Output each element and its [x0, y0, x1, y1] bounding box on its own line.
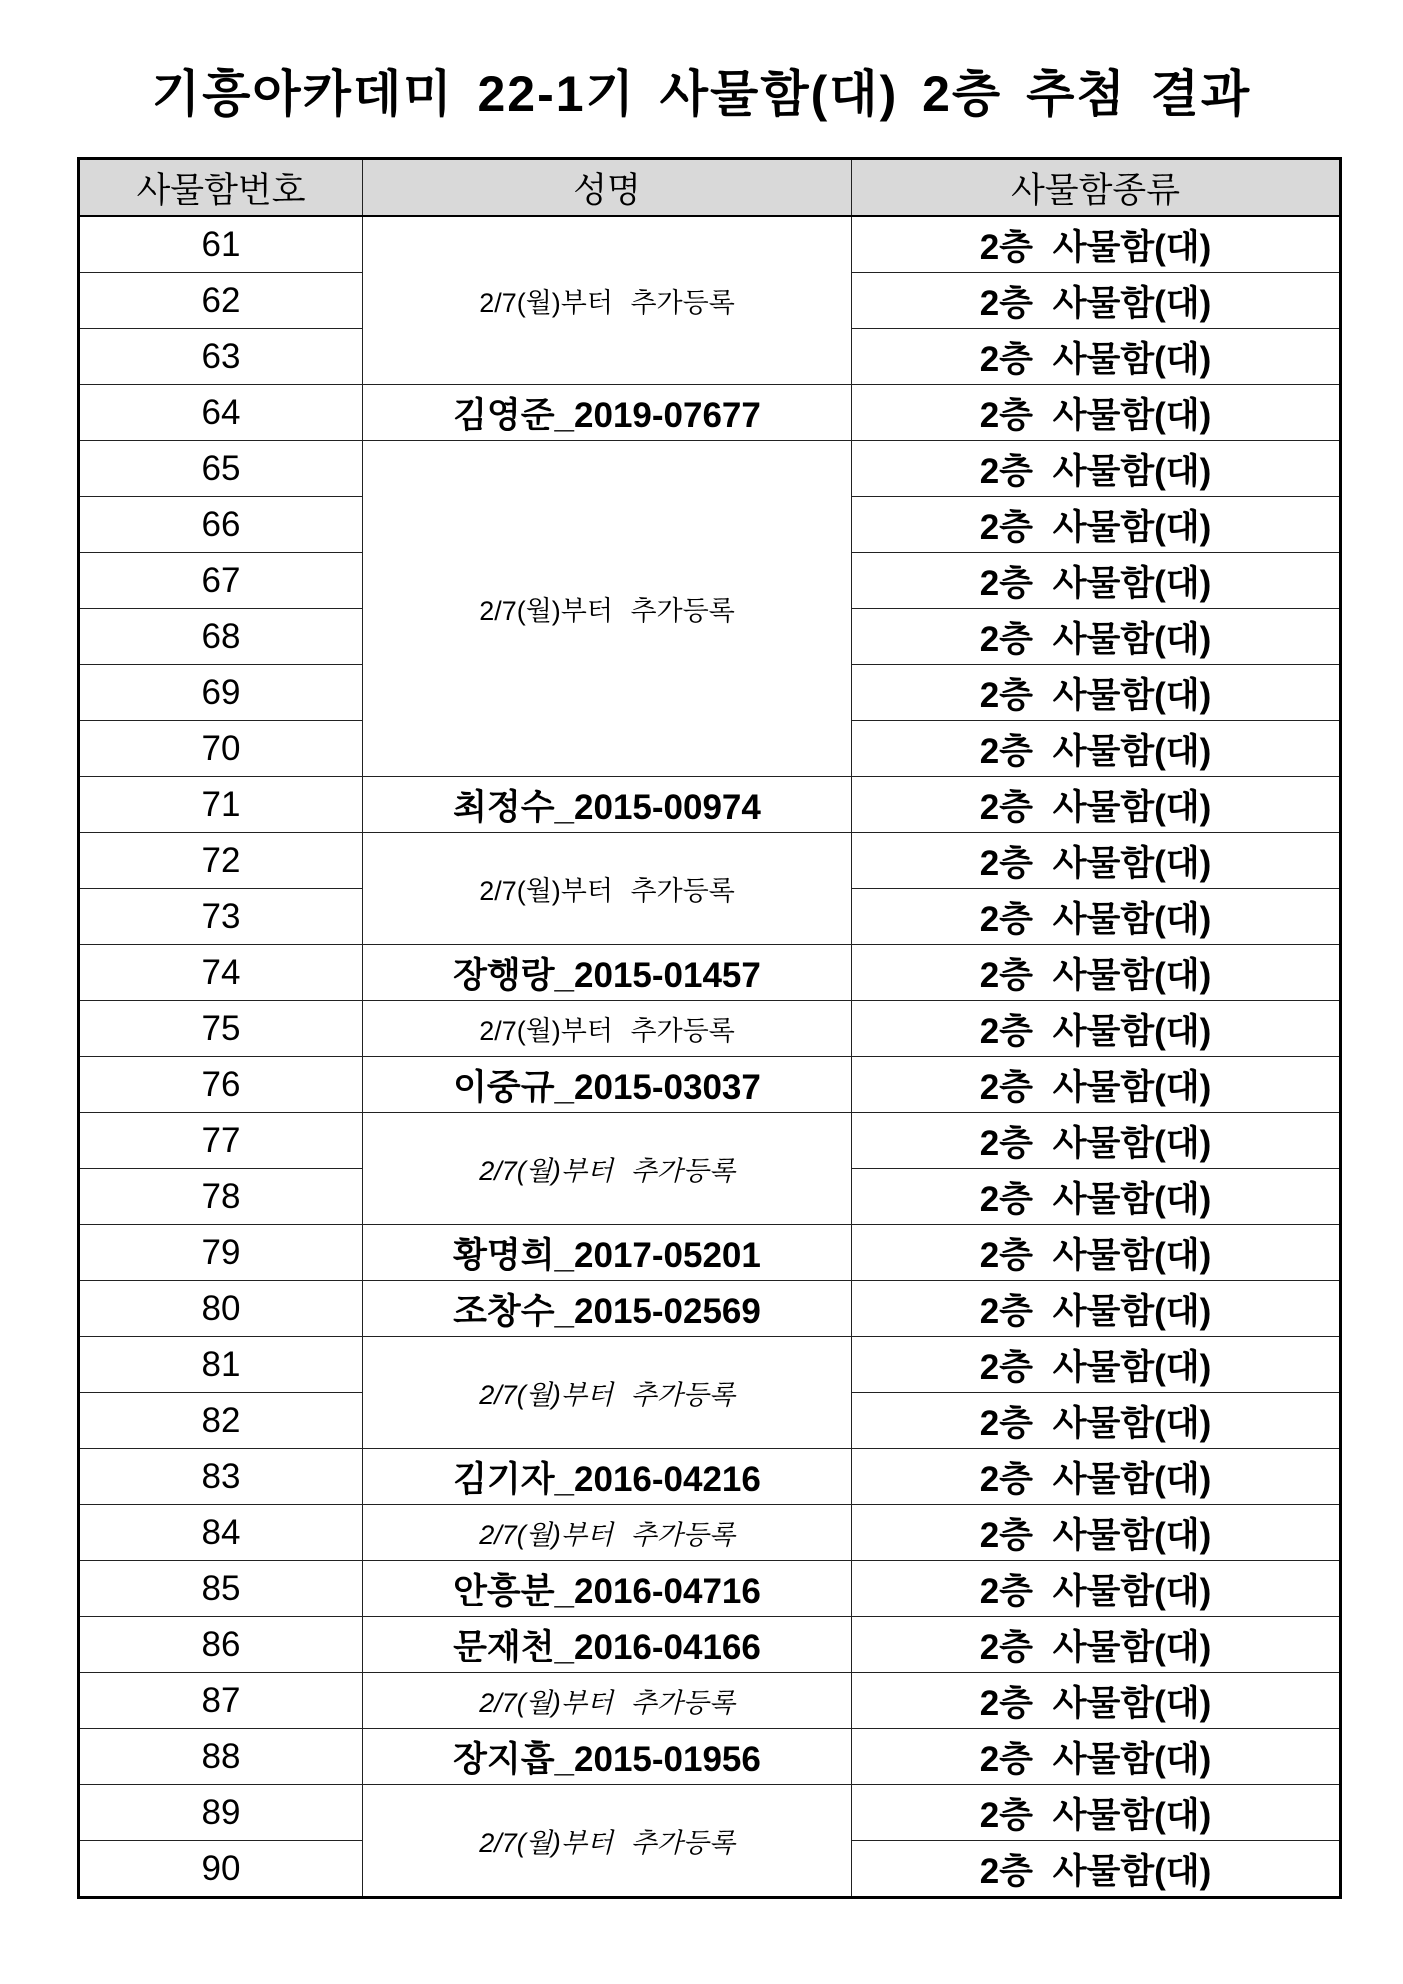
table-body	[79, 216, 1341, 1898]
locker-type-cell: 2층 사물함(대)	[852, 1001, 1341, 1057]
table-row	[79, 1617, 1341, 1673]
locker-number-cell: 68	[79, 609, 363, 665]
locker-type-cell: 2층 사물함(대)	[852, 1225, 1341, 1281]
locker-number-cell: 71	[79, 777, 363, 833]
locker-type-cell: 2층 사물함(대)	[852, 777, 1341, 833]
holder-name-cell: 2/7(월)부터 추가등록	[363, 441, 852, 777]
locker-number-cell: 83	[79, 1449, 363, 1505]
holder-name-cell: 2/7(월)부터 추가등록	[363, 1337, 852, 1449]
holder-name-cell: 문재천_2016-04166	[363, 1617, 852, 1673]
table-row	[79, 1337, 1341, 1393]
locker-number-cell: 86	[79, 1617, 363, 1673]
holder-name-cell: 2/7(월)부터 추가등록	[363, 833, 852, 945]
holder-name-cell: 이중규_2015-03037	[363, 1057, 852, 1113]
locker-number-cell: 63	[79, 329, 363, 385]
holder-name-cell: 황명희_2017-05201	[363, 1225, 852, 1281]
locker-type-cell: 2층 사물함(대)	[852, 1449, 1341, 1505]
locker-type-cell: 2층 사물함(대)	[852, 1281, 1341, 1337]
table-row	[79, 1729, 1341, 1785]
locker-number-cell: 61	[79, 216, 363, 273]
locker-number-cell: 73	[79, 889, 363, 945]
holder-name-cell: 안흥분_2016-04716	[363, 1561, 852, 1617]
locker-type-cell: 2층 사물함(대)	[852, 721, 1341, 777]
locker-type-cell: 2층 사물함(대)	[852, 1169, 1341, 1225]
locker-type-cell: 2층 사물함(대)	[852, 1337, 1341, 1393]
table-row	[79, 1785, 1341, 1841]
locker-number-cell: 72	[79, 833, 363, 889]
column-header-locker-type: 사물함종류	[852, 159, 1341, 217]
locker-number-cell: 80	[79, 1281, 363, 1337]
locker-number-cell: 70	[79, 721, 363, 777]
locker-number-cell: 74	[79, 945, 363, 1001]
table-header-row	[79, 159, 1341, 217]
locker-type-cell: 2층 사물함(대)	[852, 945, 1341, 1001]
table-row	[79, 1505, 1341, 1561]
locker-number-cell: 84	[79, 1505, 363, 1561]
locker-type-cell: 2층 사물함(대)	[852, 497, 1341, 553]
locker-number-cell: 81	[79, 1337, 363, 1393]
table-row	[79, 1001, 1341, 1057]
holder-name-cell: 최정수_2015-00974	[363, 777, 852, 833]
holder-name-cell: 2/7(월)부터 추가등록	[363, 1001, 852, 1057]
holder-name-cell: 2/7(월)부터 추가등록	[363, 1113, 852, 1225]
locker-number-cell: 87	[79, 1673, 363, 1729]
locker-number-cell: 78	[79, 1169, 363, 1225]
locker-number-cell: 75	[79, 1001, 363, 1057]
locker-type-cell: 2층 사물함(대)	[852, 441, 1341, 497]
locker-number-cell: 66	[79, 497, 363, 553]
locker-type-cell: 2층 사물함(대)	[852, 609, 1341, 665]
locker-type-cell: 2층 사물함(대)	[852, 1561, 1341, 1617]
holder-name-cell: 조창수_2015-02569	[363, 1281, 852, 1337]
locker-number-cell: 90	[79, 1841, 363, 1898]
page-title: 기흥아카데미 22-1기 사물함(대) 2층 추첨 결과	[151, 66, 1252, 122]
locker-type-cell: 2층 사물함(대)	[852, 273, 1341, 329]
locker-number-cell: 89	[79, 1785, 363, 1841]
locker-number-cell: 67	[79, 553, 363, 609]
locker-number-cell: 62	[79, 273, 363, 329]
locker-type-cell: 2층 사물함(대)	[852, 329, 1341, 385]
table-row	[79, 945, 1341, 1001]
locker-type-cell: 2층 사물함(대)	[852, 1393, 1341, 1449]
table-row	[79, 833, 1341, 889]
holder-name-cell: 2/7(월)부터 추가등록	[363, 1673, 852, 1729]
locker-type-cell: 2층 사물함(대)	[852, 385, 1341, 441]
locker-type-cell: 2층 사물함(대)	[852, 1785, 1341, 1841]
table-row	[79, 1113, 1341, 1169]
locker-number-cell: 69	[79, 665, 363, 721]
table-row	[79, 1057, 1341, 1113]
locker-number-cell: 88	[79, 1729, 363, 1785]
table-row	[79, 1449, 1341, 1505]
locker-type-cell: 2층 사물함(대)	[852, 665, 1341, 721]
column-header-name: 성명	[363, 159, 852, 217]
holder-name-cell: 장행랑_2015-01457	[363, 945, 852, 1001]
locker-type-cell: 2층 사물함(대)	[852, 1505, 1341, 1561]
locker-type-cell: 2층 사물함(대)	[852, 1617, 1341, 1673]
locker-type-cell: 2층 사물함(대)	[852, 553, 1341, 609]
table-row	[79, 1561, 1341, 1617]
holder-name-cell: 2/7(월)부터 추가등록	[363, 216, 852, 385]
holder-name-cell: 김영준_2019-07677	[363, 385, 852, 441]
table-row	[79, 1225, 1341, 1281]
locker-type-cell: 2층 사물함(대)	[852, 833, 1341, 889]
table-row	[79, 1281, 1341, 1337]
holder-name-cell: 김기자_2016-04216	[363, 1449, 852, 1505]
column-header-locker-number: 사물함번호	[79, 159, 363, 217]
table-row	[79, 1673, 1341, 1729]
table-row	[79, 385, 1341, 441]
locker-type-cell: 2층 사물함(대)	[852, 1673, 1341, 1729]
locker-type-cell: 2층 사물함(대)	[852, 1841, 1341, 1898]
holder-name-cell: 장지흡_2015-01956	[363, 1729, 852, 1785]
holder-name-cell: 2/7(월)부터 추가등록	[363, 1785, 852, 1898]
locker-number-cell: 85	[79, 1561, 363, 1617]
table-row	[79, 216, 1341, 273]
locker-number-cell: 79	[79, 1225, 363, 1281]
locker-number-cell: 76	[79, 1057, 363, 1113]
locker-number-cell: 65	[79, 441, 363, 497]
locker-type-cell: 2층 사물함(대)	[852, 216, 1341, 273]
locker-number-cell: 64	[79, 385, 363, 441]
table-row	[79, 777, 1341, 833]
locker-type-cell: 2층 사물함(대)	[852, 1113, 1341, 1169]
holder-name-cell: 2/7(월)부터 추가등록	[363, 1505, 852, 1561]
locker-assignment-table	[77, 157, 1342, 1899]
locker-type-cell: 2층 사물함(대)	[852, 1057, 1341, 1113]
locker-type-cell: 2층 사물함(대)	[852, 1729, 1341, 1785]
table-row	[79, 441, 1341, 497]
locker-number-cell: 82	[79, 1393, 363, 1449]
locker-number-cell: 77	[79, 1113, 363, 1169]
locker-type-cell: 2층 사물함(대)	[852, 889, 1341, 945]
